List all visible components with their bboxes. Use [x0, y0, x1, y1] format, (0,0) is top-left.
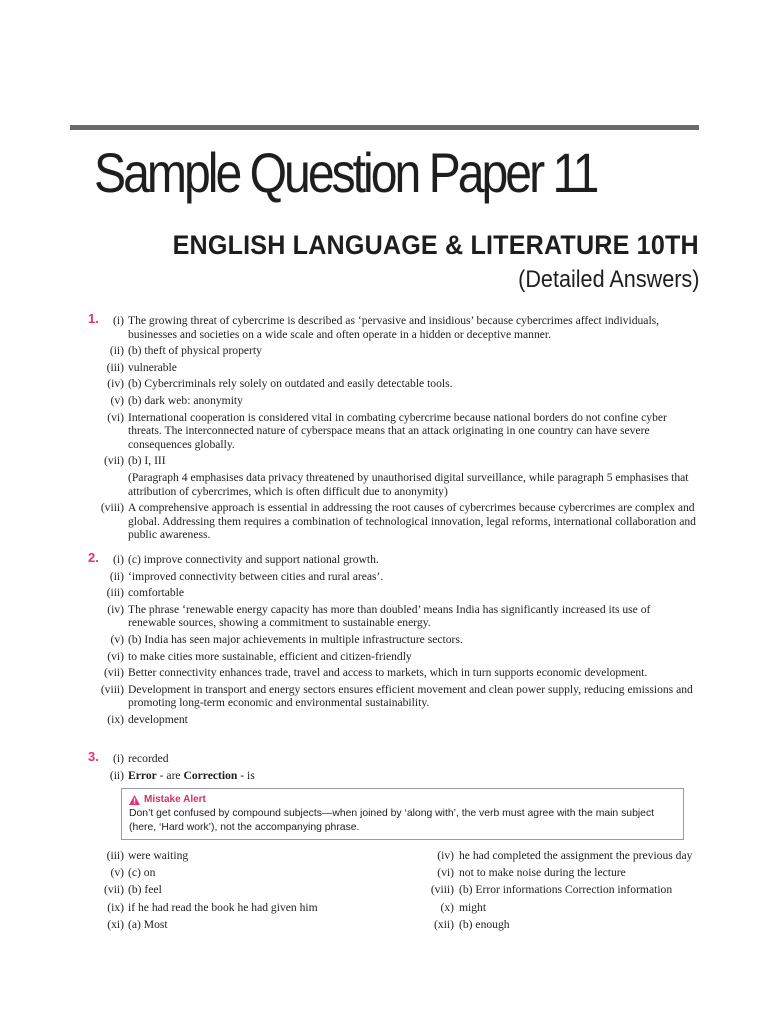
answer-item: (i) (c) improve connectivity and support national growth.: [113, 553, 379, 566]
subject-heading: ENGLISH LANGUAGE & LITERATURE 10TH: [172, 230, 699, 260]
answer-item: (iv) The phrase ‘renewable energy capacity has more than doubled’ means India has significantly increased its use of renewable sources, showing a commitment to sustainable energy.: [107, 602, 651, 630]
answer-grid: [70, 849, 700, 935]
answer-item: (iii) vulnerable: [106, 360, 177, 374]
header-rule: [70, 125, 699, 130]
answer-item: (i) recorded: [113, 752, 169, 765]
answer-row: (vii) (b) feel (viii) (b) Error informations Correction information: [104, 883, 673, 897]
question-2: [70, 550, 700, 727]
answer-item: (i) The growing threat of cybercrime is described as ‘pervasive and insidious’ because cybercrimes affect individuals, businesses and societies on a wide scale and often operate in a hidden or deceptive manner.: [113, 314, 660, 341]
answer-item: (v) (b) dark web: anonymity: [110, 393, 243, 407]
answer-row: (ix) if he had read the book he had given him (x) might: [107, 900, 487, 914]
answer-row: (iii) were waiting (iv) he had completed the assignment the previous day: [106, 849, 693, 862]
alert-text: Don’t get confused by compound subjects—when joined by ‘along with’, the verb must agree with the main subject (here, ‘Hard work’), not the accompanying phrase.: [129, 808, 655, 833]
alert-title: Mistake Alert: [144, 794, 206, 805]
question-1: [70, 311, 700, 542]
answer-item: (vii) Better connectivity enhances trade, travel and access to markets, which in turn supports economic development.: [104, 666, 648, 680]
answer-note: (Paragraph 4 emphasises data privacy threatened by unauthorised digital surveillance, while paragraph 5 emphasises that attribution of cybercrimes, which is often difficult due to anonymity): [128, 470, 689, 498]
answer-item: (vi) to make cities more sustainable, efficient and citizen-friendly: [107, 649, 412, 663]
correction-label: Correction: [183, 768, 238, 782]
answer-row: (xi) (a) Most (xii) (b) enough: [107, 917, 510, 931]
answer-item: (ii) (b) theft of physical property: [109, 344, 262, 358]
answer-item: (ii) ‘improved connectivity between cities and rural areas’.: [109, 569, 384, 583]
error-label: Error: [128, 768, 157, 782]
answer-item: (iii) comfortable: [106, 586, 185, 600]
question-number: 3.: [88, 749, 99, 764]
answer-item: (ii) Error - are Correction - is: [109, 768, 255, 782]
answer-row: (v) (c) on (vi) not to make noise during the lecture: [110, 866, 626, 880]
answer-item: (iv) (b) Cybercriminals rely solely on outdated and easily detectable tools.: [107, 377, 453, 391]
page-title: Sample Question Paper 11: [94, 141, 597, 204]
answer-list: [70, 553, 700, 727]
answer-list: [70, 314, 700, 542]
answer-item: (ix) development: [107, 712, 188, 726]
answer-item: (v) (b) India has seen major achievements in multiple infrastructure sectors.: [110, 632, 463, 646]
question-3: [70, 749, 700, 782]
answer-item: (viii) Development in transport and energy sectors ensures efficient movement and clean power supply, reducing emissions and promoting long-term economic and environmental sustainability.: [100, 682, 693, 710]
answer-item: (viii) A comprehensive approach is essential in addressing the root causes of cybercrimes because cybercrimes are complex and global. Addressing them requires a combination of technological innovation, legal reforms, international collaboration and public awareness.: [100, 501, 696, 542]
question-number: 1.: [88, 311, 99, 326]
question-number: 2.: [88, 550, 99, 565]
warning-icon: [129, 795, 140, 805]
answer-item: (vi) International cooperation is considered vital in combating cybercrime because national borders do not confine cyber threats. The interconnected nature of cyberspace means that an attack originating in one country can have severe consequences globally.: [107, 410, 667, 451]
page-subtitle: (Detailed Answers): [517, 266, 699, 293]
answer-item: (vii) (b) I, III: [104, 454, 166, 468]
mistake-alert-box: [121, 788, 684, 840]
